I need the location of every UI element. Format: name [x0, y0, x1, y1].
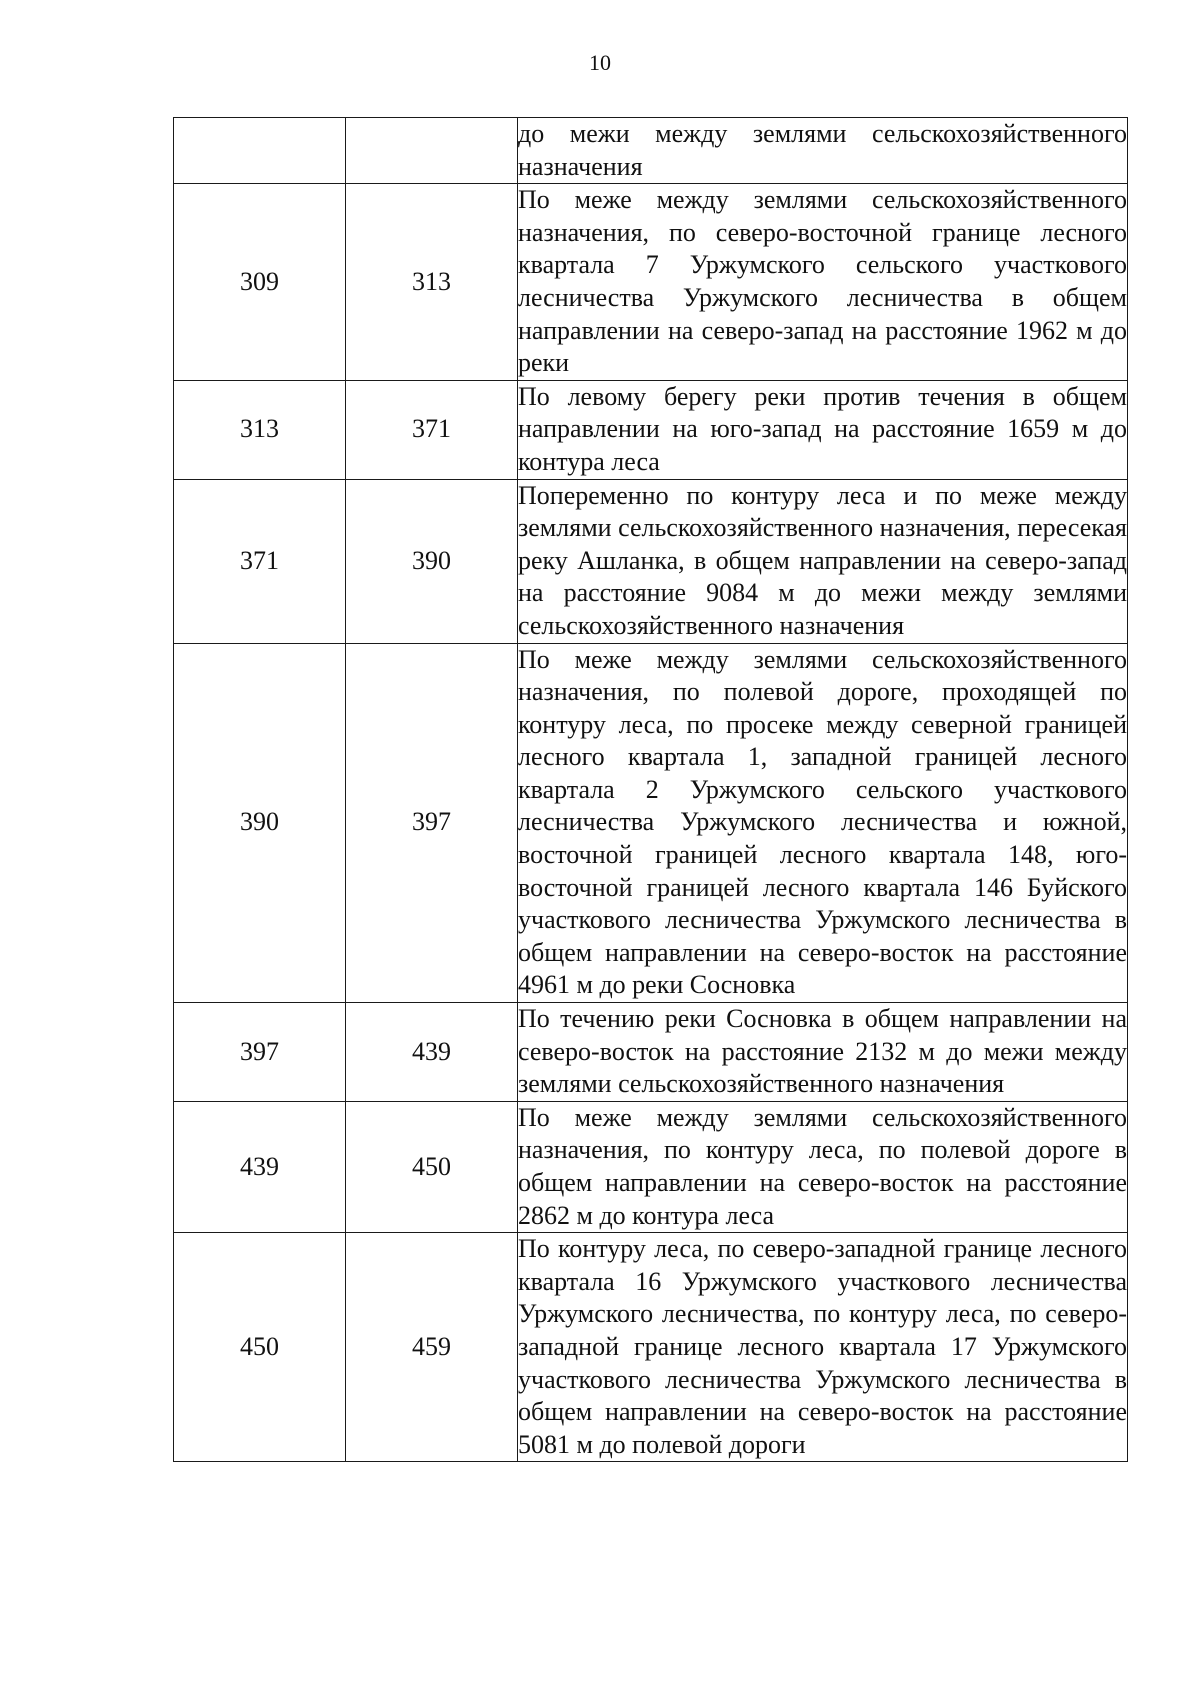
- description-cell: По течению реки Сосновка в общем направлении на северо-восток на расстояние 2132 м до межи между землями сельскохозяйственного назначения: [518, 1003, 1128, 1102]
- from-point-cell: 397: [174, 1003, 346, 1102]
- description-cell: Попеременно по контуру леса и по меже между землями сельскохозяйственного назначения, пересекая реку Ашланка, в общем направлении на северо-запад на расстояние 9084 м до межи между землями сельскохозяйственного назначения: [518, 479, 1128, 643]
- table-row: [174, 479, 1128, 643]
- description-cell: до межи между землями сельскохозяйственного назначения: [518, 118, 1128, 184]
- description-cell: По меже между землями сельскохозяйственного назначения, по северо-восточной границе лесного квартала 7 Уржумского сельского участкового лесничества Уржумского лесничества в общем направлении на северо-запад на расстояние 1962 м до реки: [518, 184, 1128, 381]
- table-row: [174, 118, 1128, 184]
- description-cell: По меже между землями сельскохозяйственного назначения, по полевой дороге, проходящей по контуру леса, по просеке между северной границей лесного квартала 1, западной границей лесного квартала 2 Уржумского сельского участкового лесничества Уржумского лесничества и южной, восточной границей лесного квартала 148, юго-восточной границей лесного квартала 146 Буйского участкового лесничества Уржумского лесничества в общем направлении на северо-восток на расстояние 4961 м до реки Сосновка: [518, 643, 1128, 1003]
- to-point-cell: 390: [346, 479, 518, 643]
- to-point-cell: 439: [346, 1003, 518, 1102]
- from-point-cell: 439: [174, 1101, 346, 1232]
- to-point-cell: [346, 118, 518, 184]
- boundary-description-table: [173, 117, 1128, 1462]
- from-point-cell: 390: [174, 643, 346, 1003]
- to-point-cell: 459: [346, 1233, 518, 1462]
- table-row: [174, 380, 1128, 479]
- table-row: [174, 643, 1128, 1003]
- to-point-cell: 397: [346, 643, 518, 1003]
- from-point-cell: 313: [174, 380, 346, 479]
- description-cell: По контуру леса, по северо-западной границе лесного квартала 16 Уржумского участкового лесничества Уржумского лесничества, по контуру леса, по северо-западной границе лесного квартала 17 Уржумского участкового лесничества Уржумского лесничества в общем направлении на северо-восток на расстояние 5081 м до полевой дороги: [518, 1233, 1128, 1462]
- from-point-cell: 371: [174, 479, 346, 643]
- description-cell: По левому берегу реки против течения в общем направлении на юго-запад на расстояние 1659 м до контура леса: [518, 380, 1128, 479]
- from-point-cell: 309: [174, 184, 346, 381]
- from-point-cell: [174, 118, 346, 184]
- table-row: [174, 184, 1128, 381]
- from-point-cell: 450: [174, 1233, 346, 1462]
- to-point-cell: 371: [346, 380, 518, 479]
- description-cell: По меже между землями сельскохозяйственного назначения, по контуру леса, по полевой дороге в общем направлении на северо-восток на расстояние 2862 м до контура леса: [518, 1101, 1128, 1232]
- page-number: 10: [589, 50, 611, 75]
- table-row: [174, 1003, 1128, 1102]
- to-point-cell: 313: [346, 184, 518, 381]
- to-point-cell: 450: [346, 1101, 518, 1232]
- table-row: [174, 1101, 1128, 1232]
- table-row: [174, 1233, 1128, 1462]
